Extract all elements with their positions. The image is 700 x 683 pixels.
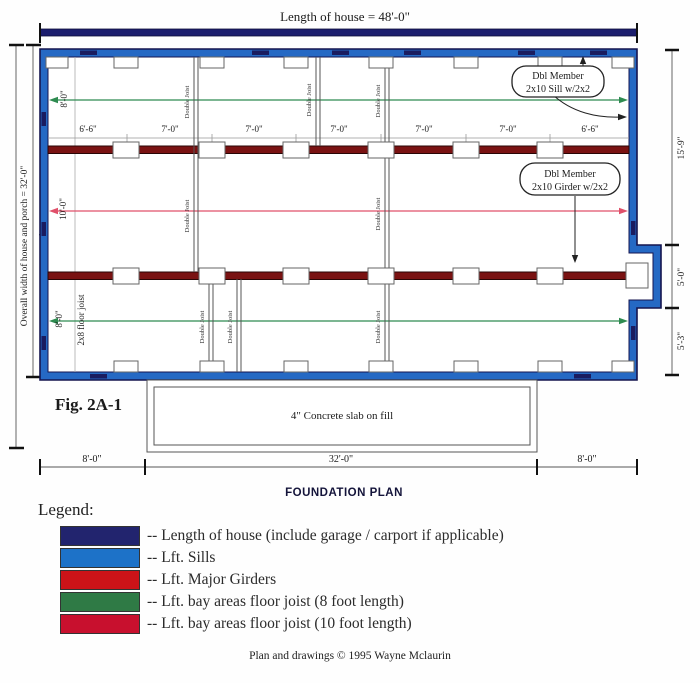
span-dim-7: 6'-6"	[581, 124, 599, 134]
copyright-note: Plan and drawings © 1995 Wayne Mclaurin	[249, 650, 451, 662]
legend-label: -- Lft. Sills	[147, 548, 216, 566]
legend-heading: Legend:	[38, 500, 94, 519]
legend-item-length	[60, 526, 504, 545]
legend-swatch-blue	[60, 548, 140, 568]
legend-swatch-green	[60, 592, 140, 612]
plan-title: FOUNDATION PLAN	[285, 487, 403, 499]
figure-label: Fig. 2A-1	[55, 395, 123, 414]
legend-swatch-crimson	[60, 614, 140, 634]
double-joist-label: Double Joist	[184, 199, 191, 233]
legend-label: -- Lft. bay areas floor joist (10 foot length)	[147, 614, 412, 632]
length-of-house-label: Length of house = 48'-0"	[280, 9, 410, 24]
span-dim-4: 7'-0"	[330, 124, 348, 134]
double-joist-label: Double Joist	[227, 310, 234, 344]
span-dim-3: 7'-0"	[245, 124, 263, 134]
callout-girder-line2: 2x10 Girder w/2x2	[531, 182, 609, 193]
legend-item-joist-10ft	[60, 614, 412, 633]
legend-swatch-red	[60, 570, 140, 590]
bottom-dim-2: 32'-0"	[328, 454, 354, 465]
length-dimension-bar	[40, 23, 637, 43]
legend-label: -- Lft. bay areas floor joist (8 foot length)	[147, 592, 404, 610]
callout-girder-line1: Dbl Member	[544, 169, 596, 180]
span-dim-1: 6'-6"	[79, 124, 97, 134]
double-joist-label: Double Joist	[199, 310, 206, 344]
legend-label: -- Length of house (include garage / carport if applicable)	[147, 526, 504, 544]
legend-item-joist-8ft	[60, 592, 404, 611]
foundation-walls	[40, 49, 661, 380]
bay-bottom-dim: 8'-0"	[54, 310, 64, 328]
bay-top-dim: 8'-0"	[59, 90, 69, 108]
span-dim-2: 7'-0"	[161, 124, 179, 134]
overall-width-label: Overall width of house and porch = 32'-0"	[20, 165, 30, 327]
legend-label: -- Lft. Major Girders	[147, 570, 277, 588]
span-dim-6: 7'-0"	[499, 124, 517, 134]
double-joist-label: Double Joist	[375, 310, 382, 344]
legend-swatch-navy	[60, 526, 140, 546]
legend-item-girders	[60, 570, 276, 589]
span-dim-5: 7'-0"	[415, 124, 433, 134]
double-joist-label: Double Joist	[375, 197, 382, 231]
bay-mid-dim: 10'-0"	[58, 198, 68, 220]
double-joist-label: Double Joist	[375, 84, 382, 118]
bottom-dim-3: 8'-0"	[577, 454, 597, 465]
callout-sill-line1: Dbl Member	[532, 71, 584, 82]
double-joist-label: Double Joist	[184, 85, 191, 119]
bottom-dim-1: 8'-0"	[82, 454, 102, 465]
floor-joist-note: 2x8 floor joist	[76, 294, 86, 346]
legend-item-sills	[60, 548, 215, 567]
double-joist-label: Double Joist	[306, 83, 313, 117]
right-dimension-line	[665, 50, 679, 375]
callout-sill-line2: 2x10 Sill w/2x2	[526, 84, 590, 95]
right-dim-5-3: 5'-3"	[677, 331, 687, 351]
right-dim-15-9: 15'-9"	[677, 136, 687, 160]
slab-label: 4" Concrete slab on fill	[290, 410, 394, 422]
right-dim-5-0: 5'-0"	[677, 267, 687, 287]
